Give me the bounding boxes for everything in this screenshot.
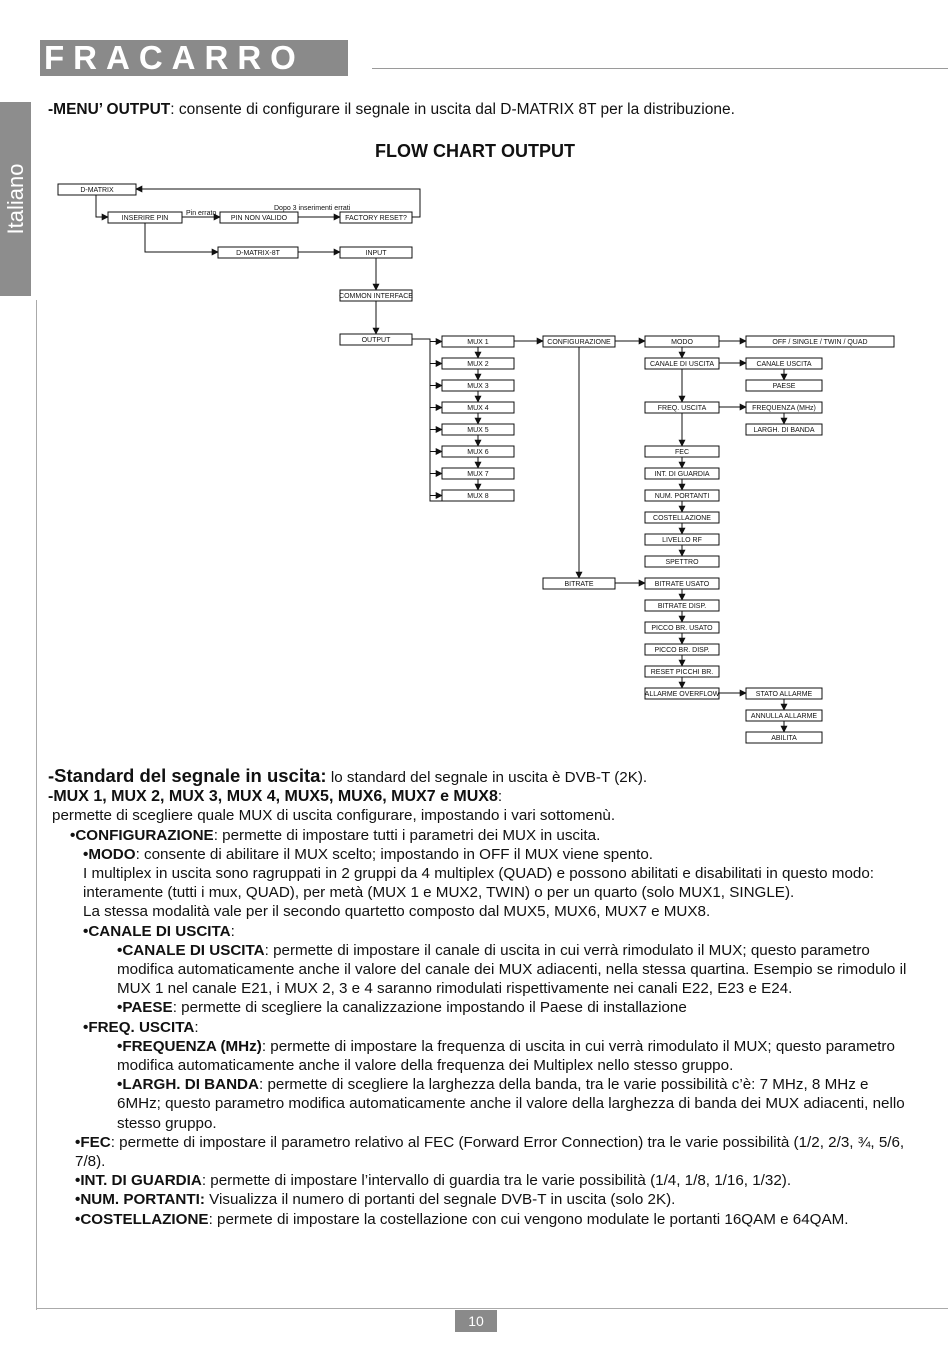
flow-box-label: PICCO BR. USATO: [651, 625, 713, 633]
flow-box-label: LARGH. DI BANDA: [753, 427, 815, 435]
flow-box-mux-3: [442, 380, 514, 391]
flow-box-reset-picchi-br: [645, 666, 719, 677]
bottom-rule: [36, 1308, 948, 1309]
flow-box-label: PIN NON VALIDO: [230, 215, 288, 223]
flow-box-freq-uscita: [645, 402, 719, 413]
flow-box-d-matrix: [58, 184, 136, 195]
flow-box-label: D-MATRIX: [80, 187, 114, 195]
guard-text: : permette di impostare l’intervallo di guardia tra le varie possibilità (1/4, 1/8, 1/16, 1/32).: [201, 1172, 792, 1190]
flow-box-label: COMMON INTERFACE: [339, 293, 413, 301]
flow-box-canale-di-uscita: [645, 358, 719, 369]
flow-box-label: LIVELLO RF: [662, 537, 702, 545]
canale-uscita-heading: •CANALE DI USCITA: [117, 941, 265, 959]
flow-box-label: ANNULLA ALLARME: [750, 713, 818, 721]
body-text: [48, 766, 908, 1229]
canale-uscita-text: : permette di impostare il canale di uscita in cui verrà rimodulato il MUX; questo parametro modifica automaticamente anche il valore del canale dei MUX adiacenti, nella stessa quartina. Esempio se rimodulo il MUX 1 nel canale E21, i MUX 2, 3 e 4 saranno rimodulati rispettivamente nei canali E22, E23 e E24.: [117, 941, 907, 998]
flow-box-label: MUX 5: [467, 427, 489, 435]
flow-box-label: NUM. PORTANTI: [654, 493, 710, 501]
flow-box-output: [340, 334, 412, 345]
flow-box-label: MODO: [671, 339, 693, 347]
flow-box-costellazione: [645, 512, 719, 523]
flow-box-label: FREQ. USCITA: [657, 405, 707, 413]
mux-text: permette di scegliere quale MUX di uscita configurare, impostando i vari sottomenù.: [52, 807, 616, 825]
flow-box-label: FEC: [675, 449, 689, 457]
costellazione-heading: •COSTELLAZIONE: [75, 1210, 209, 1228]
flow-box-d-matrix-8t: [218, 247, 298, 258]
flow-box-label: STATO ALLARME: [755, 691, 813, 699]
flow-box-label: PICCO BR. DISP.: [654, 647, 710, 655]
flow-box-mux-2: [442, 358, 514, 369]
flow-box-modo-options: [746, 336, 894, 347]
paese-heading: •PAESE: [117, 999, 173, 1017]
flow-connector: [96, 195, 108, 217]
flow-box-paese: [746, 380, 822, 391]
frequenza-text: : permette di impostare la frequenza di uscita in cui verrà rimodulato il MUX; questo parametro modifica automaticamente anche il valore della frequenza dei Multiplex nello stesso gruppo.: [117, 1037, 895, 1075]
flow-box-label: MUX 1: [467, 339, 489, 347]
flow-box-bitrate-usato: [645, 578, 719, 589]
canale-heading: •CANALE DI USCITA: [83, 922, 231, 940]
flow-box-label: PAESE: [772, 383, 796, 391]
page-number: 10: [455, 1310, 497, 1332]
flow-box-label: MUX 3: [467, 383, 489, 391]
flow-box-canale-uscita: [746, 358, 822, 369]
flow-box-allarme-overflow: [645, 688, 720, 699]
flow-box-label: MUX 2: [467, 361, 489, 369]
flow-box-picco-br-usato: [645, 622, 719, 633]
modo-paragraph-2: La stessa modalità vale per il secondo quartetto composto dal MUX5, MUX6, MUX7 e MUX8.: [83, 903, 711, 921]
flow-box-mux-8: [442, 490, 514, 501]
flow-box-pin-non-valido: [220, 212, 298, 223]
flow-box-spettro: [645, 556, 719, 567]
flow-box-frequenza: [746, 402, 822, 413]
flow-box-label: BITRATE DISP.: [657, 603, 707, 611]
flow-box-configurazione: [543, 336, 615, 347]
fracarro-logo: FRACARRO: [40, 40, 348, 76]
flow-box-bitrate-disp: [645, 600, 719, 611]
flow-box-annulla-allarme: [746, 710, 822, 721]
guard-heading: •INT. DI GUARDIA: [75, 1172, 202, 1190]
flow-box-mux-6: [442, 446, 514, 457]
portanti-text: Visualizza il numero di portanti del segnale DVB-T in uscita (solo 2K).: [204, 1191, 676, 1209]
standard-heading: -Standard del segnale in uscita:: [48, 765, 327, 786]
flow-box-stato-allarme: [746, 688, 822, 699]
flow-box-label: ABILITA: [771, 735, 797, 743]
paese-text: : permette di scegliere la canalizzazione impostando il Paese di installazione: [172, 999, 687, 1017]
flow-chart-title: FLOW CHART OUTPUT: [375, 141, 575, 161]
canale-colon: :: [230, 922, 235, 940]
largh-text: : permette di scegliere la larghezza della banda, tra le varie possibilità c’è: 7 MHz, 8 MHz e 6MHz; questo parametro modifica automaticamente anche il valore della larghezza di banda dei MUX adiacenti, nello stesso gruppo.: [117, 1076, 905, 1132]
flow-connector: [145, 223, 218, 252]
flow-box-common-interface: [339, 290, 413, 301]
flow-box-largh-di-banda: [746, 424, 822, 435]
flow-box-label: COSTELLAZIONE: [653, 515, 711, 523]
standard-text: lo standard del segnale in uscita è DVB-T (2K).: [326, 769, 648, 786]
flow-box-label: ALLARME OVERFLOW: [644, 691, 720, 699]
portanti-heading: •NUM. PORTANTI:: [75, 1191, 205, 1209]
flow-box-mux-7: [442, 468, 514, 479]
flow-box-int-di-guardia: [645, 468, 719, 479]
flow-box-abilita: [746, 732, 822, 743]
flow-box-livello-rf: [645, 534, 719, 545]
flow-box-label: SPETTRO: [665, 559, 699, 567]
costellazione-text: : permete di impostare la costellazione con cui vengono modulate le portanti 16QAM e 64QAM.: [208, 1210, 849, 1228]
freq-colon: :: [194, 1018, 199, 1036]
flow-box-label: D-MATRIX-8T: [236, 250, 280, 258]
flow-box-label: INSERIRE PIN: [121, 215, 169, 223]
flow-box-mux-4: [442, 402, 514, 413]
flow-box-label: CONFIGURAZIONE: [547, 339, 611, 347]
modo-text: : consente di abilitare il MUX scelto; impostando in OFF il MUX viene spento.: [135, 845, 654, 863]
flow-box-mux-1: [442, 336, 514, 347]
mux-colon: :: [497, 788, 503, 806]
flow-box-label: MUX 6: [467, 449, 489, 457]
flow-box-label: OUTPUT: [361, 337, 391, 345]
intro-bold: -MENU’ OUTPUT: [48, 101, 171, 118]
largh-heading: •LARGH. DI BANDA: [117, 1076, 259, 1094]
modo-heading: •MODO: [83, 845, 136, 863]
flow-box-modo: [645, 336, 719, 347]
flow-label-dopo-3-inserimenti: Dopo 3 inserimenti errati: [274, 205, 351, 212]
intro-text: : consente di configurare il segnale in uscita dal D-MATRIX 8T per la distribuzione.: [170, 101, 735, 118]
flow-box-factory-reset: [340, 212, 412, 223]
flow-box-label: INT. DI GUARDIA: [654, 471, 710, 479]
flow-box-label: BITRATE: [564, 581, 594, 589]
flow-box-label: OFF / SINGLE / TWIN / QUAD: [772, 339, 868, 347]
freq-heading: •FREQ. USCITA: [83, 1018, 195, 1036]
flow-box-label: CANALE USCITA: [756, 361, 812, 369]
mux-heading: -MUX 1, MUX 2, MUX 3, MUX 4, MUX5, MUX6, MUX7 e MUX8: [48, 788, 498, 806]
flow-box-inserire-pin: [108, 212, 182, 223]
flow-box-fec: [645, 446, 719, 457]
flow-box-label: RESET PICCHI BR.: [650, 669, 714, 677]
modo-paragraph-1: I multiplex in uscita sono ragruppati in 2 gruppi da 4 multiplex (QUAD) e possono abilitati e disabilitati in questo modo: interamente (tutti i mux, QUAD), per metà (MUX 1 e MUX2, TWIN) o per un quarto (solo MUX1, SINGLE).: [83, 865, 875, 902]
flow-box-label: MUX 7: [467, 471, 489, 479]
flow-box-label: FACTORY RESET?: [345, 215, 407, 223]
flow-box-label: MUX 4: [467, 405, 489, 413]
flow-box-label: FREQUENZA (MHz): [752, 405, 816, 413]
fec-text: : permette di impostare il parametro relativo al FEC (Forward Error Connection) tra le varie possibilità (1/2, 2/3, ¾, 5/6, 7/8).: [75, 1133, 905, 1171]
flow-box-mux-5: [442, 424, 514, 435]
fec-heading: •FEC: [75, 1133, 111, 1151]
frequenza-heading: •FREQUENZA (MHz): [117, 1037, 262, 1055]
flow-box-label: BITRATE USATO: [654, 581, 710, 589]
config-text: : permette di impostare tutti i parametri dei MUX in uscita.: [213, 826, 601, 844]
flow-box-picco-br-disp: [645, 644, 719, 655]
flow-label-pin-errato: Pin errato: [186, 210, 217, 217]
config-heading: •CONFIGURAZIONE: [70, 826, 214, 844]
flow-box-label: INPUT: [365, 250, 387, 258]
language-label: Italiano: [2, 163, 28, 235]
flow-box-num-portanti: [645, 490, 719, 501]
flow-box-label: MUX 8: [467, 493, 489, 501]
flow-box-label: CANALE DI USCITA: [649, 361, 715, 369]
flow-box-input: [340, 247, 412, 258]
flow-box-bitrate: [543, 578, 615, 589]
